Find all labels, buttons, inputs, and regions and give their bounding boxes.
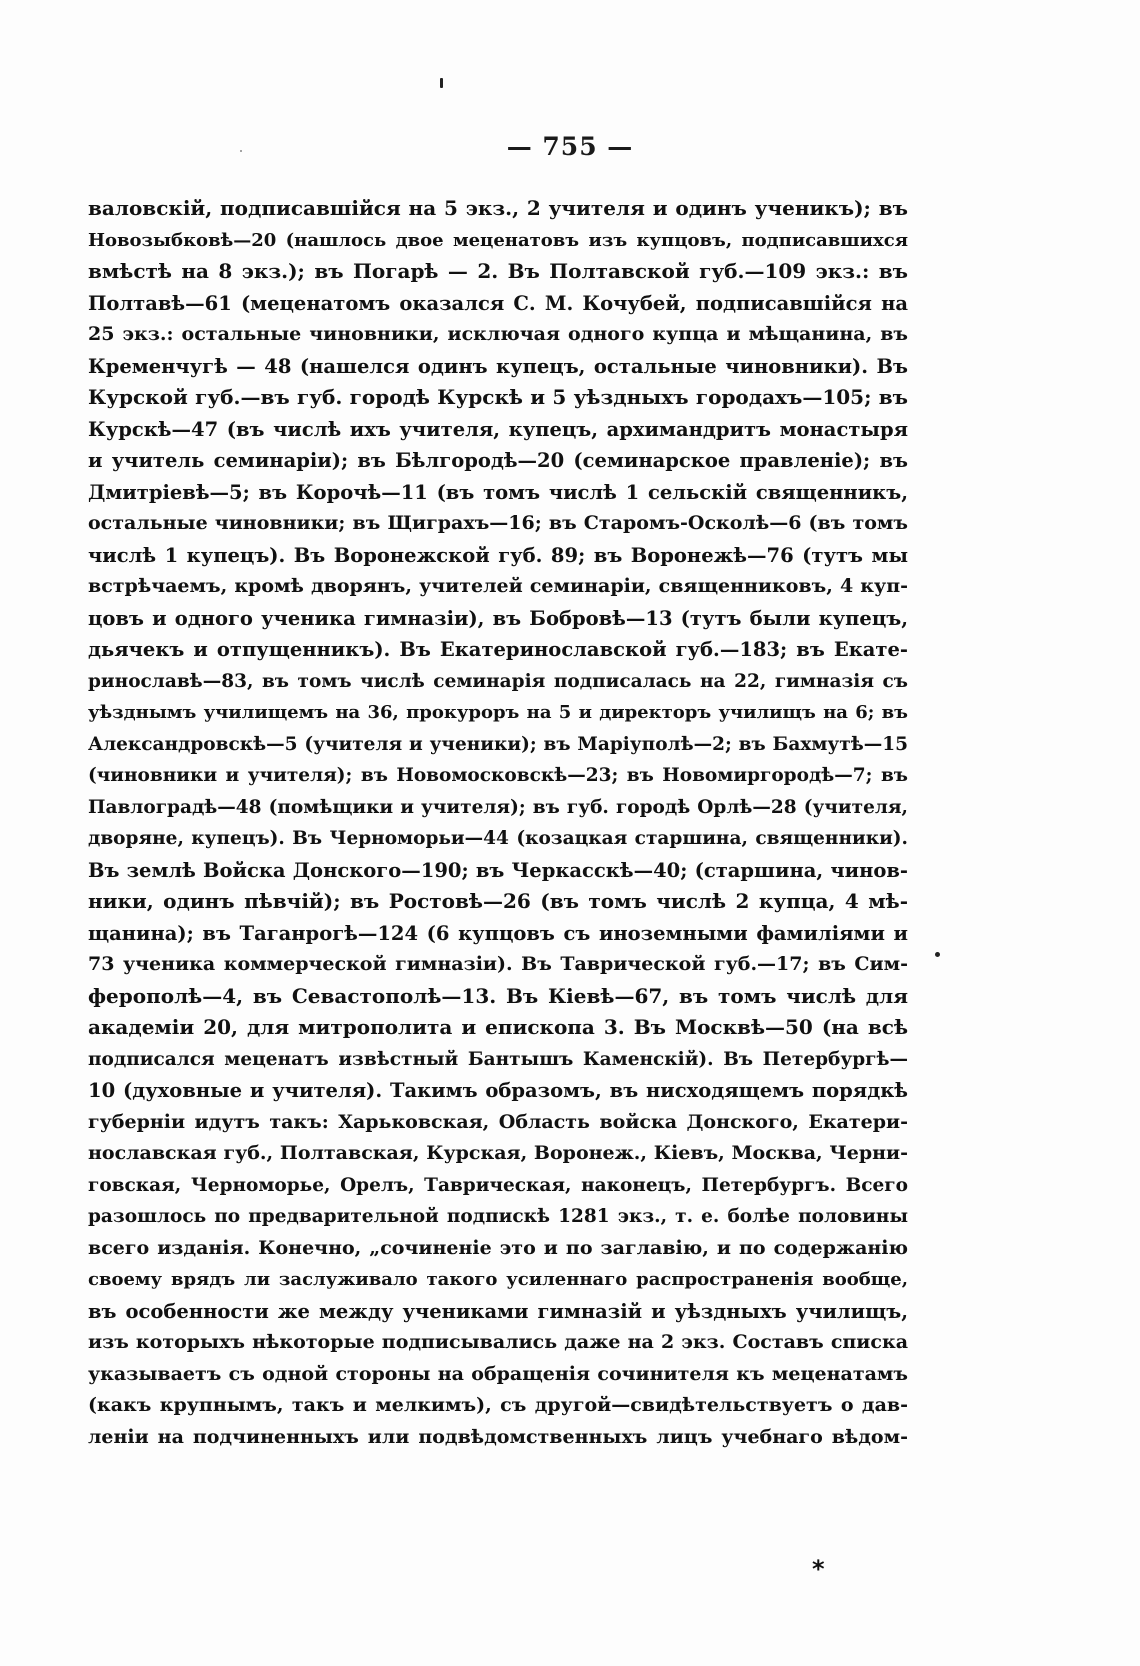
text-line: уѣзднымъ училищемъ на 36, прокуроръ на 5 и директоръ училищъ на 6; въ bbox=[88, 702, 908, 723]
text-line: академіи 20, для митрополита и епископа 3. Въ Москвѣ—50 (на всѣ bbox=[88, 1015, 908, 1039]
text-line: 25 экз.: остальные чиновники, исключая одного купца и мѣщанина, въ bbox=[88, 323, 908, 345]
text-line: своему врядъ ли заслуживало такого усиленнаго распространенія вообще, bbox=[88, 1269, 908, 1290]
text-line: встрѣчаемъ, кромѣ дворянъ, учителей семинаріи, священниковъ, 4 куп- bbox=[88, 575, 908, 597]
text-line: Новозыбковѣ—20 (нашлось двое меценатовъ изъ купцовъ, подписавшихся bbox=[88, 229, 908, 251]
text-line: дворяне, купецъ). Въ Черноморьи—44 (козацкая старшина, священники). bbox=[88, 828, 908, 849]
text-line: ферополѣ—4, въ Севастополѣ—13. Въ Кіевѣ—67, въ томъ числѣ для bbox=[88, 983, 908, 1008]
body-text bbox=[88, 193, 908, 1453]
text-line: Полтавѣ—61 (меценатомъ оказался С. М. Кочубей, подписавшійся на bbox=[88, 291, 908, 315]
text-line: губерніи идутъ такъ: Харьковская, Область войска Донского, Екатери- bbox=[88, 1110, 908, 1133]
text-line: Въ землѣ Войска Донского—190; въ Черкасскѣ—40; (старшина, чинов- bbox=[88, 858, 908, 882]
text-line: Курской губ.—въ губ. городѣ Курскѣ и 5 уѣздныхъ городахъ—105; въ bbox=[88, 385, 908, 409]
text-line: щанина); въ Таганрогѣ—124 (6 купцовъ съ иноземными фамиліями и bbox=[88, 921, 908, 945]
scan-speck bbox=[935, 952, 940, 957]
text-line: подписался меценатъ извѣстный Бантышъ Каменскій). Въ Петербургѣ— bbox=[88, 1048, 908, 1070]
scan-speck bbox=[440, 78, 443, 88]
text-line: валовскій, подписавшійся на 5 экз., 2 учителя и одинъ ученикъ); въ bbox=[88, 196, 908, 220]
text-line: Александровскѣ—5 (учителя и ученики); въ Маріуполѣ—2; въ Бахмутѣ—15 bbox=[88, 733, 908, 755]
footer-asterisk: * bbox=[812, 1555, 825, 1583]
text-line: (чиновники и учителя); въ Новомосковскѣ—23; въ Новомиргородѣ—7; въ bbox=[88, 765, 908, 786]
text-line: остальные чиновники; въ Щиграхъ—16; въ Старомъ-Осколѣ—6 (въ томъ bbox=[88, 512, 908, 534]
text-line: говская, Черноморье, Орелъ, Таврическая, наконецъ, Петербургъ. Всего bbox=[88, 1174, 908, 1196]
text-line: въ особенности же между учениками гимназій и уѣздныхъ училищъ, bbox=[88, 1299, 908, 1323]
text-line: Курскѣ—47 (въ числѣ ихъ учителя, купецъ, архимандритъ монастыря bbox=[88, 417, 908, 441]
text-line: Павлоградѣ—48 (помѣщики и учителя); въ губ. городѣ Орлѣ—28 (учителя, bbox=[88, 796, 908, 818]
page-number: — 755 — bbox=[506, 132, 634, 161]
text-line: указываетъ съ одной стороны на обращенія сочинителя къ меценатамъ bbox=[88, 1362, 908, 1385]
text-line: Дмитріевѣ—5; въ Корочѣ—11 (въ томъ числѣ 1 сельскій священникъ, bbox=[88, 480, 908, 504]
text-line: и учитель семинаріи); въ Бѣлгородѣ—20 (семинарское правленіе); въ bbox=[88, 449, 908, 472]
text-line: 73 ученика коммерческой гимназіи). Въ Таврической губ.—17; въ Сим- bbox=[88, 953, 908, 975]
text-line: Кременчугѣ — 48 (нашелся одинъ купецъ, остальные чиновники). Въ bbox=[88, 354, 908, 378]
text-line: нославская губ., Полтавская, Курская, Воронеж., Кіевъ, Москва, Черни- bbox=[88, 1142, 908, 1164]
text-line: всего изданія. Конечно, „сочиненіе это и по заглавію, и по содержанію bbox=[88, 1236, 908, 1259]
text-line: 10 (духовные и учителя). Такимъ образомъ, въ нисходящемъ порядкѣ bbox=[88, 1079, 908, 1102]
text-line: (какъ крупнымъ, такъ и мелкимъ), съ другой—свидѣтельствуетъ о дав- bbox=[88, 1394, 908, 1416]
text-line: цовъ и одного ученика гимназіи), въ Бобровѣ—13 (тутъ были купецъ, bbox=[88, 606, 908, 630]
text-line: разошлось по предварительной подпискѣ 1281 экз., т. е. болѣе половины bbox=[88, 1206, 908, 1227]
text-line: изъ которыхъ нѣкоторые подписывались даже на 2 экз. Составъ списка bbox=[88, 1331, 908, 1353]
text-line: ники, одинъ пѣвчій); въ Ростовѣ—26 (въ томъ числѣ 2 купца, 4 мѣ- bbox=[88, 889, 908, 913]
text-line: числѣ 1 купецъ). Въ Воронежской губ. 89; въ Воронежѣ—76 (тутъ мы bbox=[88, 543, 908, 567]
text-line: ринославѣ—83, въ томъ числѣ семинарія подписалась на 22, гимназія съ bbox=[88, 670, 908, 692]
text-line: вмѣстѣ на 8 экз.); въ Погарѣ — 2. Въ Полтавской губ.—109 экз.: въ bbox=[88, 259, 908, 283]
text-line: дьячекъ и отпущенникъ). Въ Екатеринославской губ.—183; въ Екате- bbox=[88, 638, 908, 661]
text-line: леніи на подчиненныхъ или подвѣдомственныхъ лицъ учебнаго вѣдом- bbox=[88, 1425, 908, 1448]
